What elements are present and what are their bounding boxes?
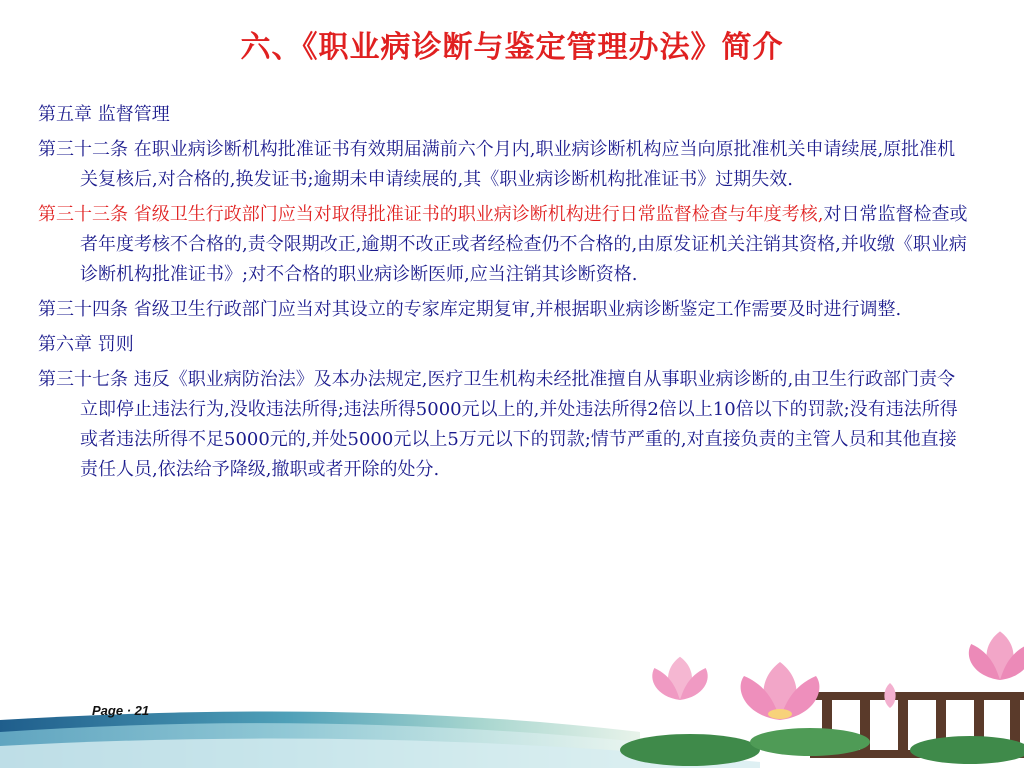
page-separator: · xyxy=(126,703,132,718)
slide-body xyxy=(38,100,968,490)
slide-title: 六、《职业病诊断与鉴定管理办法》简介 xyxy=(240,30,784,65)
article-33-rest: 对日常监督检查或者年度考核不合格的,责令限期改正,逾期不改正或者经检查仍不合格的,由原发证机关注销其资格,并收缴《职业病诊断机构批准证书》;对不合格的职业病诊断医师,应当注销其诊断资格. xyxy=(80,204,968,285)
lotus-flowers-icon xyxy=(560,600,1024,768)
article-32: 第三十二条 在职业病诊断机构批准证书有效期届满前六个月内,职业病诊断机构应当向原批准机关申请续展,原批准机关复核后,对合格的,换发证书;逾期未申请续展的,其《职业病诊断机构批准证书》过期失效. xyxy=(38,139,956,190)
page-word: Page xyxy=(92,703,124,718)
article-37: 第三十七条 违反《职业病防治法》及本办法规定,医疗卫生机构未经批准擅自从事职业病诊断的,由卫生行政部门责令立即停止违法行为,没收违法所得;违法所得5000元以上的,并处违法所得2倍以上10倍以下的罚款;没有违法所得或者违法所得不足5000元的,并处5000元以上5万元以下的罚款;情节严重的,对直接负责的主管人员和其他直接责任人员,依法给予降级,撤职或者开除的处分. xyxy=(38,369,958,480)
page-number-label xyxy=(92,703,149,718)
chapter-5-heading: 第五章 监督管理 xyxy=(38,104,170,125)
article-33-highlight: 第三十三条 省级卫生行政部门应当对取得批准证书的职业病诊断机构进行日常监督检查与年度考核, xyxy=(38,204,824,225)
chapter-6-heading: 第六章 罚则 xyxy=(38,334,134,355)
page-number: 21 xyxy=(134,703,150,718)
article-33 xyxy=(38,200,968,290)
article-34: 第三十四条 省级卫生行政部门应当对其设立的专家库定期复审,并根据职业病诊断鉴定工作需要及时进行调整. xyxy=(38,299,902,320)
